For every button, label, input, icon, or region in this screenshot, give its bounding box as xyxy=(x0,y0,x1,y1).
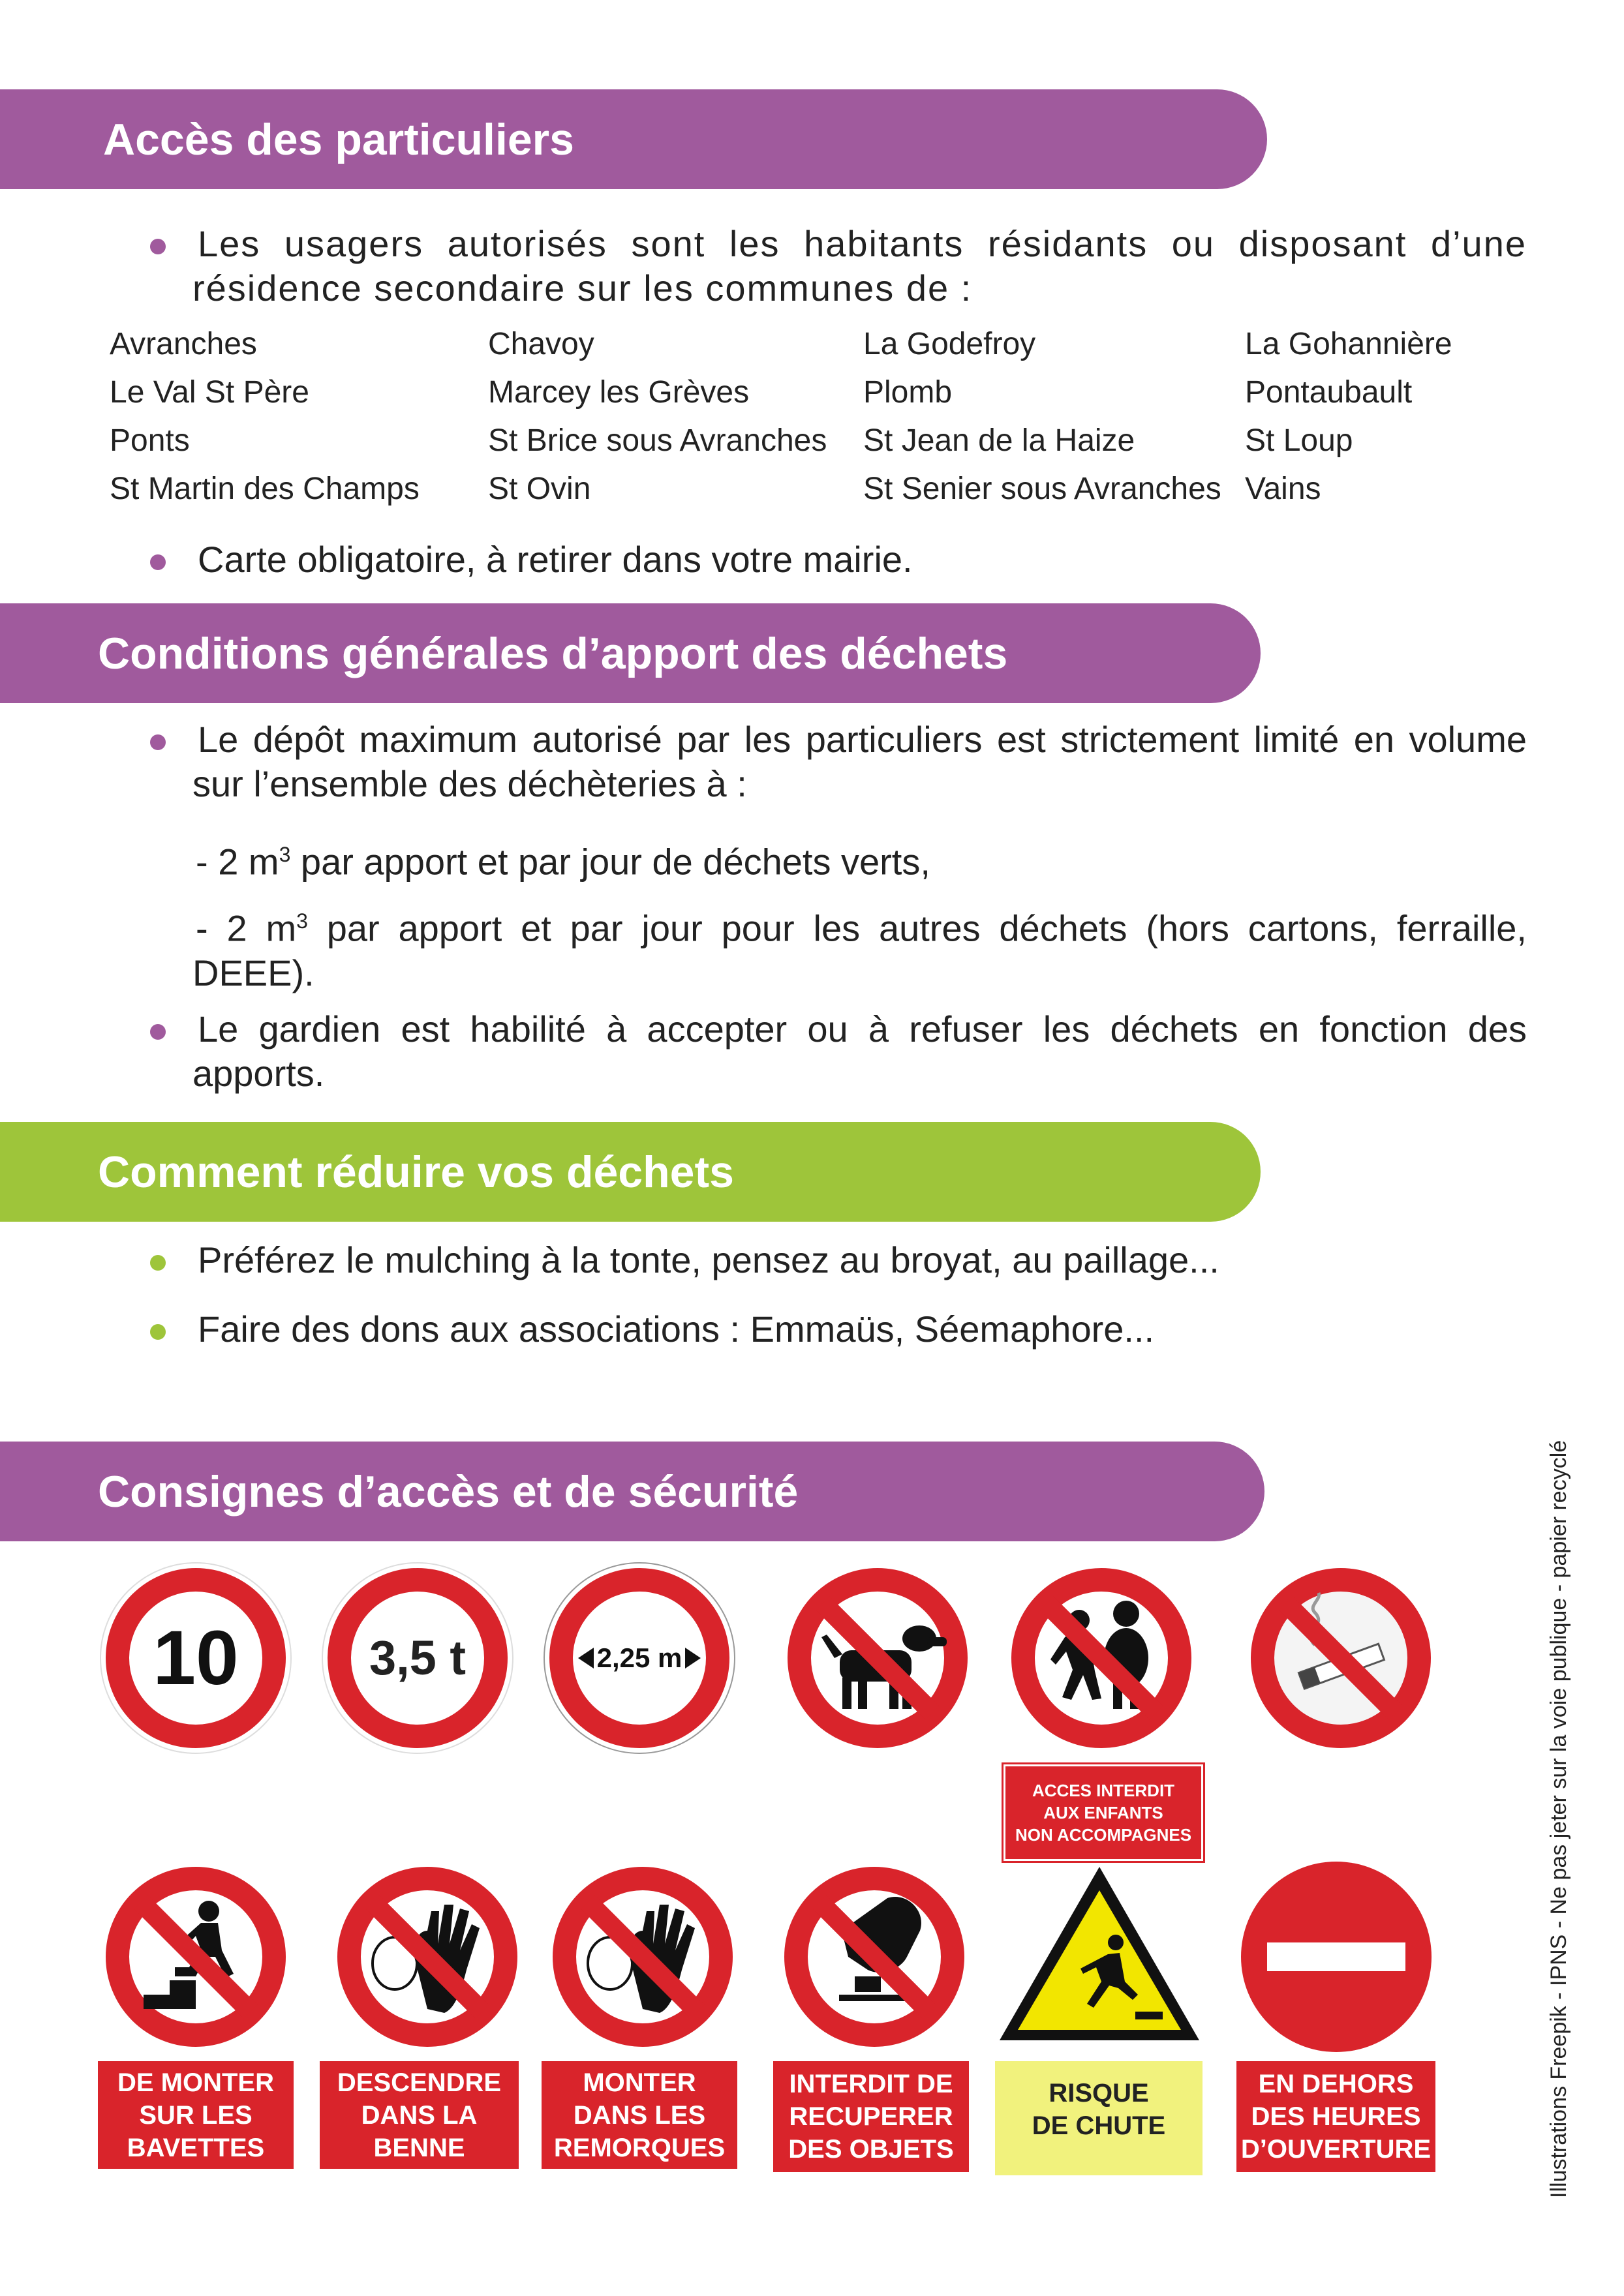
limit-prefix: - 2 m xyxy=(196,907,297,949)
fall-hazard-sign xyxy=(992,1858,1207,2053)
no-entry-sign xyxy=(1238,1859,1434,2055)
label-line: MONTER xyxy=(583,2068,696,2097)
no-climb-remorques-label xyxy=(542,2061,737,2169)
town: Le Val St Père xyxy=(110,375,309,410)
fall-hazard-label xyxy=(995,2061,1203,2175)
town: St Martin des Champs xyxy=(110,472,420,506)
paragraph-limit: Le dépôt maximum autorisé par les particuliers est strictement limité en volume sur l’ensemble des déchèteries à : xyxy=(192,719,1527,804)
label-line: INTERDIT DE xyxy=(789,2070,953,2098)
limit-green-waste xyxy=(196,832,930,884)
paragraph-card: Carte obligatoire, à retirer dans votre mairie. xyxy=(198,539,913,580)
height-value: 2,25 m xyxy=(596,1642,682,1673)
paragraph-guardian: Le gardien est habilité à accepter ou à refuser les déchets en fonction des apports. xyxy=(192,1008,1527,1094)
label-line: RISQUE xyxy=(1049,2079,1149,2107)
section-banner-safety xyxy=(0,1442,1264,1541)
label-line: DESCENDRE xyxy=(337,2068,502,2097)
children-warning-label xyxy=(1004,1764,1203,1861)
label-line: NON ACCOMPAGNES xyxy=(1015,1825,1192,1845)
section-title: Comment réduire vos déchets xyxy=(98,1147,734,1197)
no-climbing-trailer-sign xyxy=(545,1859,741,2055)
town: Vains xyxy=(1245,472,1321,506)
label-line: SUR LES xyxy=(139,2100,253,2130)
town: Marcey les Grèves xyxy=(488,375,750,410)
section-banner-conditions xyxy=(0,603,1261,703)
no-dogs-sign xyxy=(780,1560,975,1756)
paragraph-donations: Faire des dons aux associations : Emmaüs, Séemaphore... xyxy=(198,1308,1155,1350)
label-line: DES HEURES xyxy=(1251,2102,1421,2131)
paragraph-mulching: Préférez le mulching à la tonte, pensez au broyat, au paillage... xyxy=(198,1239,1219,1280)
cube-exponent: 3 xyxy=(279,843,291,866)
section-title: Accès des particuliers xyxy=(103,114,574,164)
label-line: DANS LA xyxy=(361,2100,478,2130)
town: St Loup xyxy=(1245,423,1353,458)
section-title: Consignes d’accès et de sécurité xyxy=(98,1466,799,1517)
speed-value: 10 xyxy=(153,1615,239,1701)
label-line: REMORQUES xyxy=(553,2133,726,2162)
label-line: DANS LES xyxy=(573,2100,706,2130)
label-line: DE CHUTE xyxy=(1032,2111,1166,2140)
section-banner-reduce xyxy=(0,1122,1261,1222)
no-descending-sign xyxy=(329,1859,525,2055)
limit-text: par apport et par jour pour les autres déchets (hors cartons, ferraille, DEEE). xyxy=(192,907,1527,993)
town: Plomb xyxy=(863,375,953,410)
town: Avranches xyxy=(110,327,257,361)
no-descend-benne-label xyxy=(320,2061,519,2169)
town: St Ovin xyxy=(488,472,591,506)
no-climbing-sign xyxy=(98,1859,294,2055)
section-title: Conditions générales d’apport des déchets xyxy=(98,628,1008,678)
town: La Godefroy xyxy=(863,327,1036,361)
limit-text: par apport et par jour de déchets verts, xyxy=(290,841,930,883)
town: St Senier sous Avranches xyxy=(863,472,1221,506)
label-line: RECUPERER xyxy=(789,2102,953,2131)
limit-other-waste xyxy=(192,899,1527,995)
credits-text: Illustrations Freepik - IPNS - Ne pas jeter sur la voie publique - papier recyclé xyxy=(1546,1440,1571,2198)
weight-limit-sign xyxy=(320,1560,515,1756)
label-line: BAVETTES xyxy=(127,2133,265,2162)
height-limit-sign xyxy=(542,1560,737,1756)
no-scavenging-label xyxy=(773,2061,969,2172)
no-children-sign xyxy=(1004,1560,1199,1756)
weight-value: 3,5 t xyxy=(369,1631,467,1685)
town: Chavoy xyxy=(488,327,594,361)
label-line: AUX ENFANTS xyxy=(1043,1803,1163,1822)
no-scavenging-sign xyxy=(776,1859,972,2055)
label-line: DES OBJETS xyxy=(788,2135,954,2164)
town: La Gohannière xyxy=(1245,327,1452,361)
section-banner-access xyxy=(0,89,1267,189)
no-smoking-sign xyxy=(1243,1560,1439,1756)
no-climb-bavettes-label xyxy=(98,2061,294,2169)
limit-prefix: - 2 m xyxy=(196,841,279,883)
label-line: DE MONTER xyxy=(117,2068,274,2097)
paragraph-users: Les usagers autorisés sont les habitants résidants ou disposant d’une résidence secondaire sur les communes de : xyxy=(192,223,1527,309)
label-line: ACCES INTERDIT xyxy=(1032,1781,1175,1800)
outside-hours-label xyxy=(1236,2061,1435,2172)
town: St Brice sous Avranches xyxy=(488,423,827,458)
label-line: D’OUVERTURE xyxy=(1240,2135,1432,2164)
cube-exponent: 3 xyxy=(296,909,308,933)
town: Ponts xyxy=(110,423,190,458)
label-line: BENNE xyxy=(373,2133,465,2162)
town: St Jean de la Haize xyxy=(863,423,1135,458)
speed-limit-sign xyxy=(98,1560,294,1756)
town: Pontaubault xyxy=(1245,375,1413,410)
label-line: EN DEHORS xyxy=(1258,2070,1414,2098)
